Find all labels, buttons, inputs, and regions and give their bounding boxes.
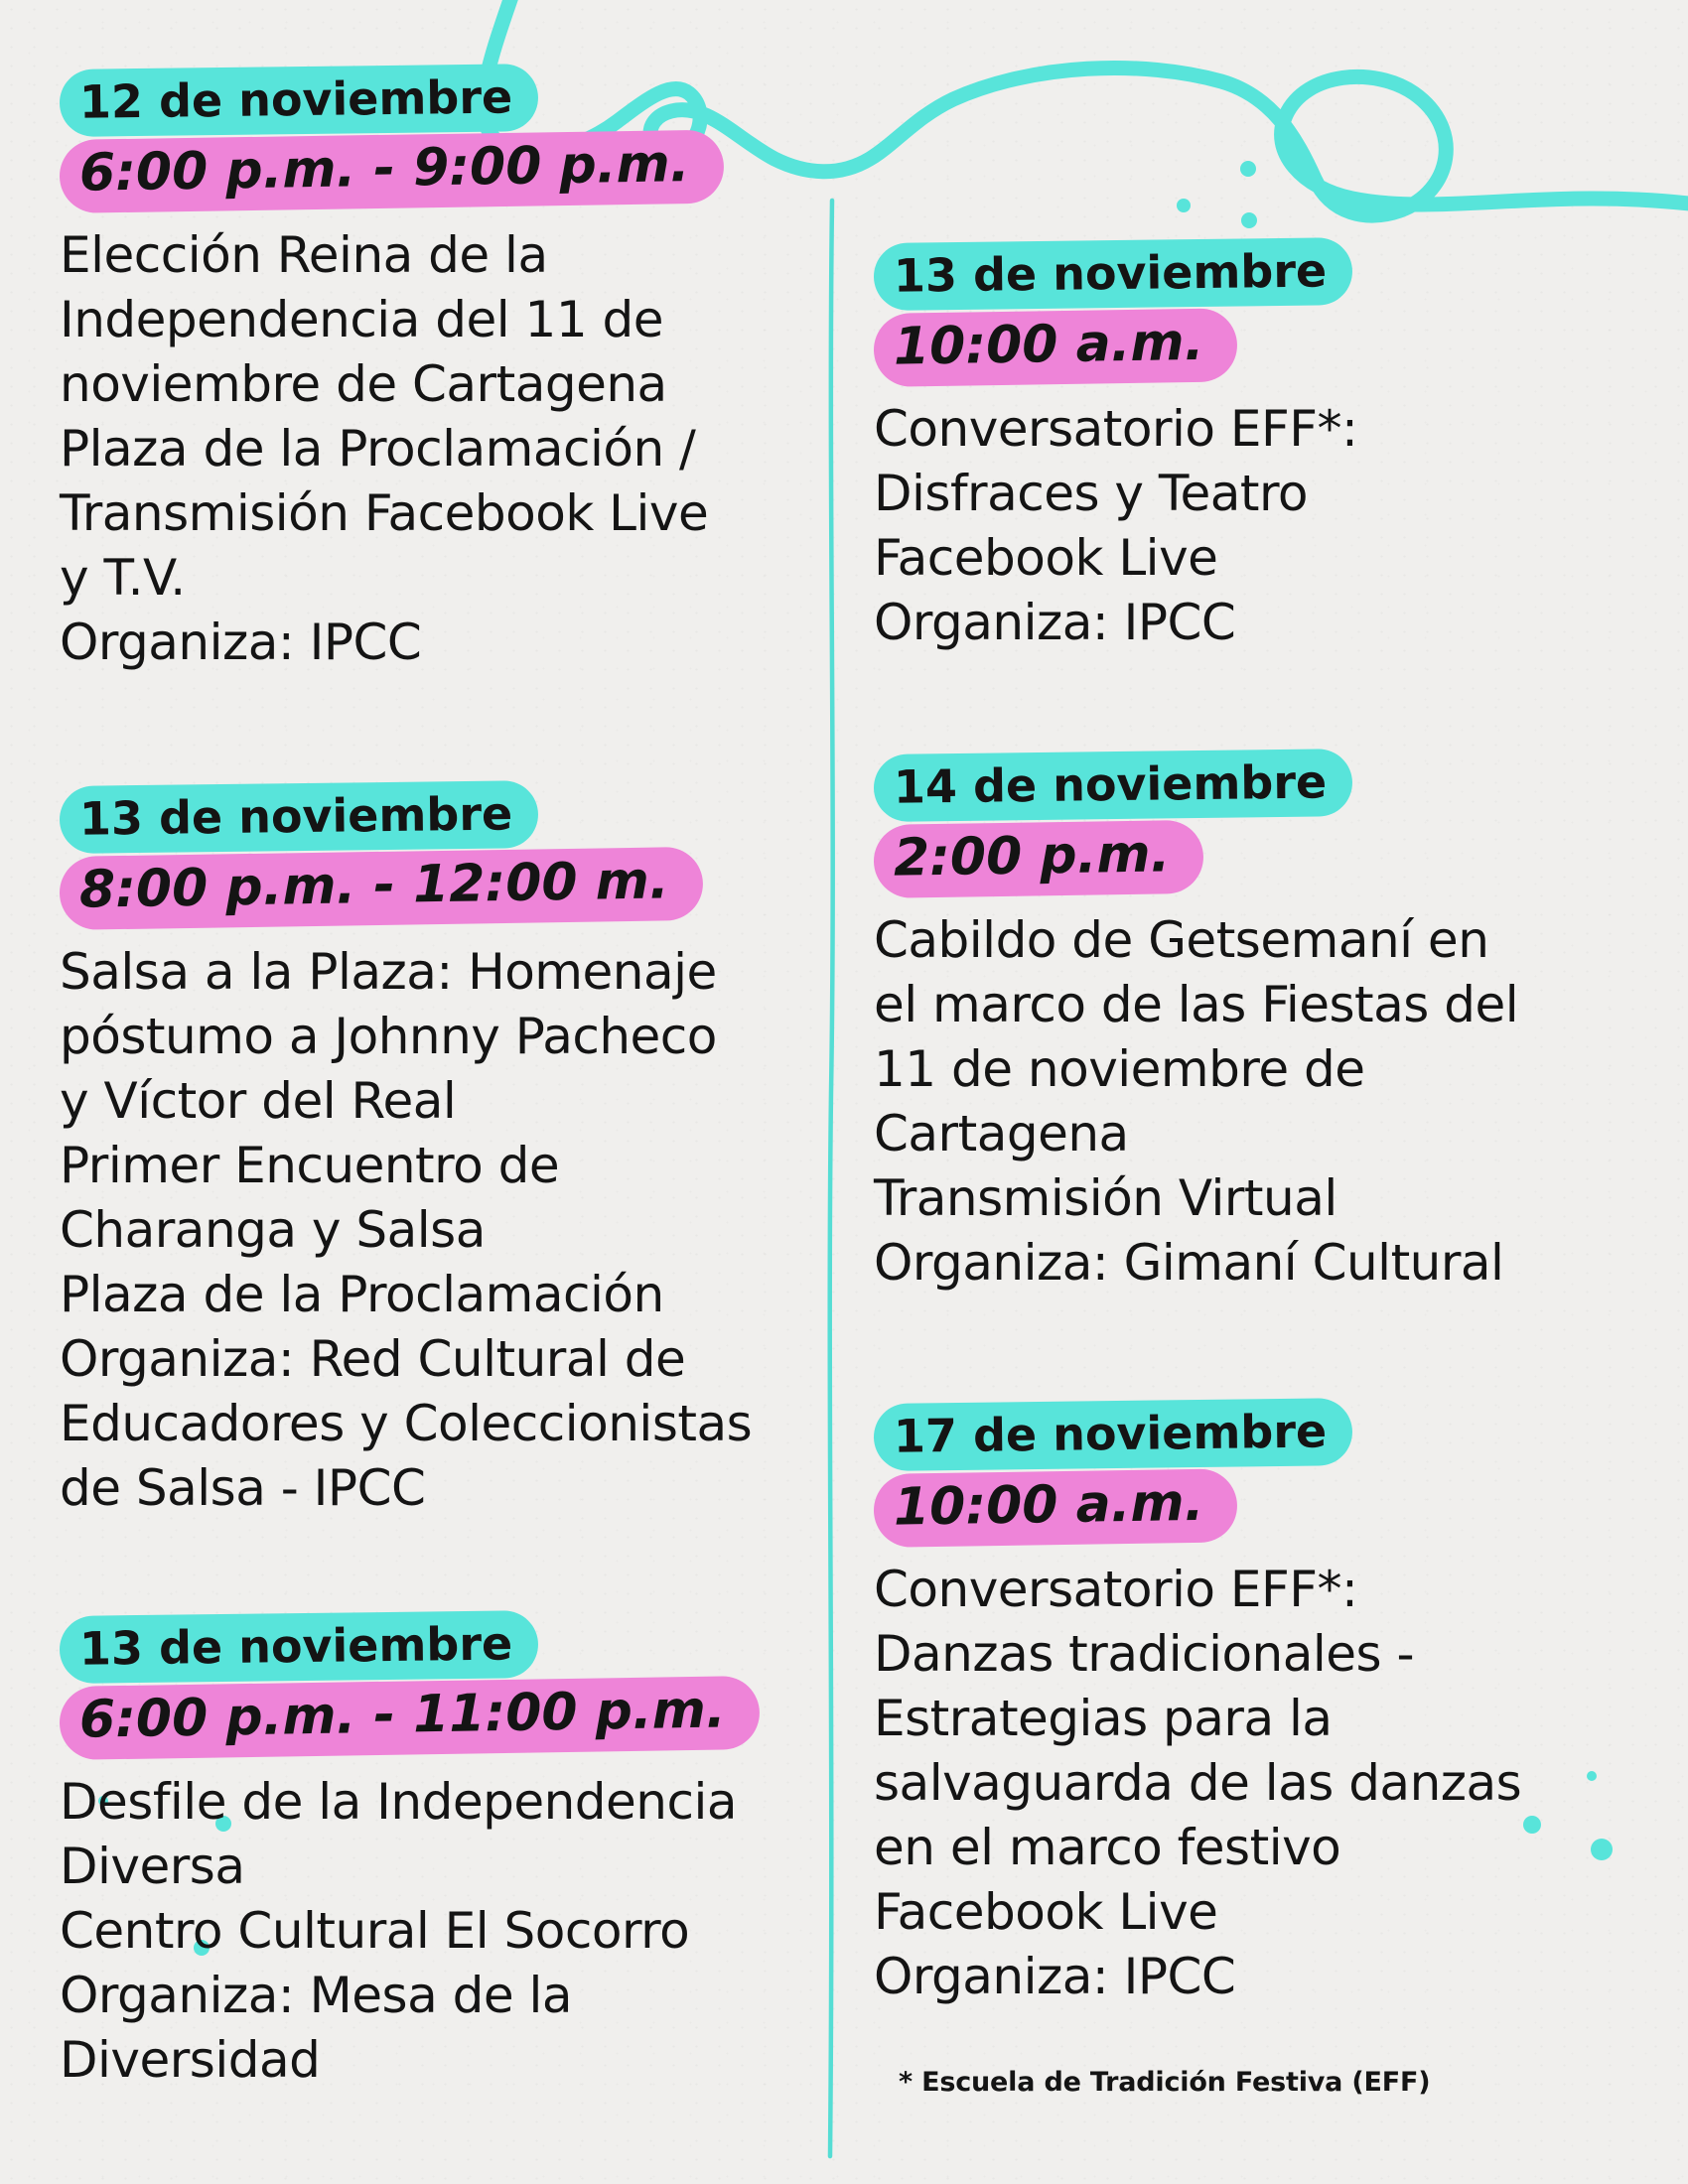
event-line: Elección Reina de la (60, 226, 548, 284)
event-description (60, 223, 724, 675)
event-line: y T.V. (60, 549, 186, 607)
event-line: Organiza: Gimaní Cultural (874, 1234, 1504, 1292)
confetti-dot (1523, 1816, 1541, 1834)
footnote: * Escuela de Tradición Festiva (EFF) (899, 2067, 1431, 2098)
event-line: Educadores y Coleccionistas (60, 1395, 753, 1452)
event-description (874, 908, 1518, 1296)
event-line: Organiza: IPCC (874, 594, 1236, 651)
event-line: Charanga y Salsa (60, 1201, 486, 1259)
confetti-dot (1587, 1771, 1597, 1781)
event-line: Conversatorio EFF*: (874, 400, 1358, 458)
event-line: Cartagena (874, 1105, 1129, 1162)
event-line: Salsa a la Plaza: Homenaje (60, 943, 717, 1001)
event-line: Conversatorio EFF*: (874, 1561, 1358, 1618)
event-line: en el marco festivo (874, 1819, 1341, 1876)
time-badge: 10:00 a.m. (873, 1468, 1238, 1548)
event-line: Organiza: Red Cultural de (60, 1330, 686, 1388)
time-badge: 6:00 p.m. - 9:00 p.m. (59, 130, 724, 213)
event-card (60, 786, 752, 1521)
event-card (874, 243, 1357, 655)
event-line: Estrategias para la (874, 1690, 1333, 1747)
time-badge: 8:00 p.m. - 12:00 m. (59, 847, 703, 930)
event-card (60, 1616, 760, 2093)
date-badge: 14 de noviembre (874, 749, 1353, 822)
event-line: Organiza: IPCC (60, 614, 422, 671)
time-badge: 2:00 p.m. (873, 820, 1203, 898)
event-card (60, 69, 724, 675)
event-line: Diversa (60, 1838, 245, 1895)
date-badge: 12 de noviembre (60, 64, 539, 137)
event-description (60, 1770, 760, 2093)
event-line: Centro Cultural El Socorro (60, 1902, 690, 1960)
event-line: Organiza: IPCC (874, 1948, 1236, 2005)
event-line: salvaguarda de las danzas (874, 1754, 1522, 1812)
event-line: noviembre de Cartagena (60, 355, 667, 413)
event-line: Cabildo de Getsemaní en (874, 911, 1489, 969)
confetti-dot (1240, 161, 1256, 177)
event-description (874, 1558, 1521, 2009)
event-line: Plaza de la Proclamación (60, 1266, 664, 1323)
event-line: Diversidad (60, 2031, 321, 2089)
event-line: Plaza de la Proclamación / (60, 420, 696, 478)
column-divider-line (830, 201, 833, 2156)
event-line: Primer Encuentro de (60, 1137, 560, 1194)
event-card (874, 1404, 1521, 2009)
time-badge: 10:00 a.m. (873, 308, 1238, 387)
date-badge: 17 de noviembre (874, 1398, 1353, 1471)
event-line: Desfile de la Independencia (60, 1773, 738, 1831)
event-line: Facebook Live (874, 529, 1218, 587)
date-badge: 13 de noviembre (60, 780, 539, 854)
event-line: 11 de noviembre de (874, 1040, 1365, 1098)
time-badge: 6:00 p.m. - 11:00 p.m. (59, 1676, 760, 1760)
date-badge: 13 de noviembre (874, 237, 1353, 311)
event-line: Disfraces y Teatro (874, 465, 1309, 522)
event-line: Organiza: Mesa de la (60, 1967, 573, 2024)
confetti-dot (1241, 212, 1257, 228)
event-line: Transmisión Facebook Live (60, 484, 709, 542)
event-card (874, 754, 1518, 1296)
event-description (874, 397, 1357, 655)
confetti-dot (1177, 199, 1191, 212)
event-line: Transmisión Virtual (874, 1169, 1337, 1227)
confetti-dot (1591, 1839, 1613, 1860)
event-line: póstumo a Johnny Pacheco (60, 1008, 717, 1065)
event-description (60, 940, 752, 1521)
event-line: Independencia del 11 de (60, 291, 664, 348)
event-line: Danzas tradicionales - (874, 1625, 1415, 1683)
event-line: de Salsa - IPCC (60, 1459, 426, 1517)
date-badge: 13 de noviembre (60, 1610, 539, 1684)
event-line: Facebook Live (874, 1883, 1218, 1941)
event-line: y Víctor del Real (60, 1072, 457, 1130)
event-line: el marco de las Fiestas del (874, 976, 1519, 1033)
